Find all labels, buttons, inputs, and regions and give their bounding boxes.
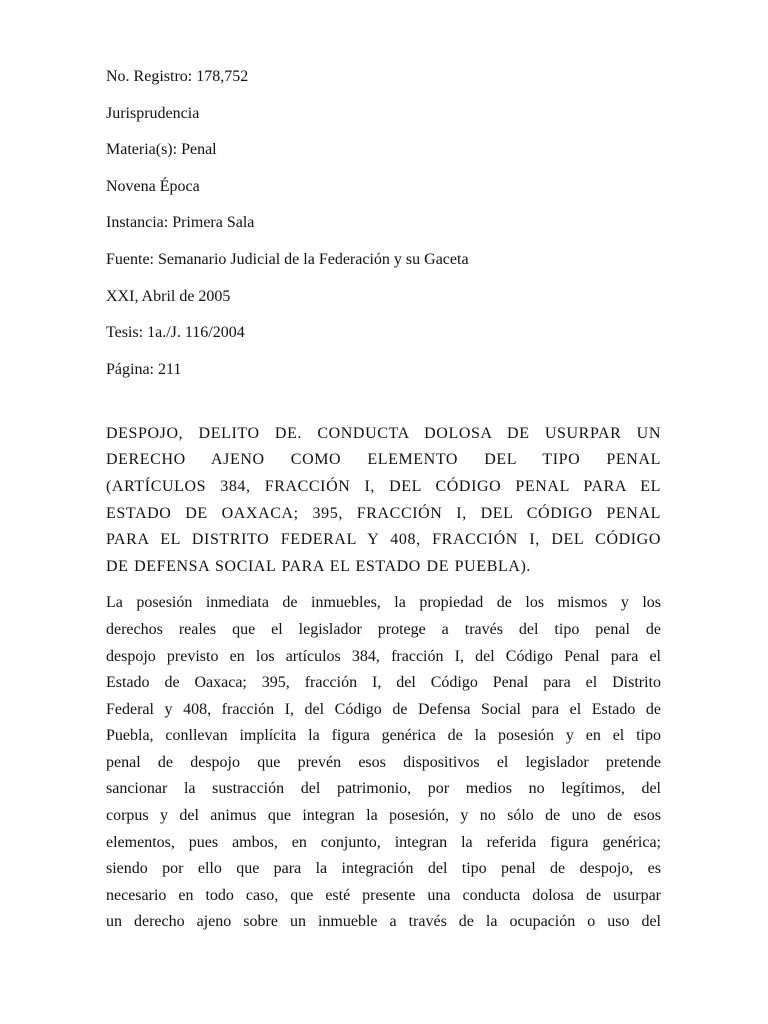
body-line: Estado de Oaxaca; 395, fracción I, del Código Penal para el Distrito <box>106 674 661 692</box>
registry-metadata <box>106 68 661 379</box>
body-line: necesario en todo caso, que esté presente una conducta dolosa de usurpar <box>106 886 661 904</box>
publication-date: XXI, Abril de 2005 <box>106 287 231 305</box>
body-line: sancionar la sustracción del patrimonio, por medios no legítimos, del <box>106 780 661 798</box>
subject-matter: Materia(s): Penal <box>106 141 217 159</box>
document-page <box>106 68 661 936</box>
registry-number: No. Registro: 178,752 <box>106 68 249 85</box>
title-line: DERECHO AJENO COMO ELEMENTO DEL TIPO PENAL <box>106 451 661 469</box>
body-line: La posesión inmediata de inmuebles, la propiedad de los mismos y los <box>106 594 661 612</box>
body-line: siendo por ello que para la integración del tipo penal de despojo, es <box>106 860 661 878</box>
body-line: corpus y del animus que integran la posesión, y no sólo de uno de esos <box>106 807 661 825</box>
body-line: penal de despojo que prevén esos dispositivos el legislador pretende <box>106 753 661 771</box>
body-line: un derecho ajeno sobre un inmueble a través de la ocupación o uso del <box>106 913 661 931</box>
title-line: PARA EL DISTRITO FEDERAL Y 408, FRACCIÓN I, DEL CÓDIGO <box>106 531 661 549</box>
epoch: Novena Época <box>106 177 200 195</box>
title-line: (ARTÍCULOS 384, FRACCIÓN I, DEL CÓDIGO PENAL PARA EL <box>106 477 661 495</box>
document-type: Jurisprudencia <box>106 104 200 122</box>
source: Fuente: Semanario Judicial de la Federación y su Gaceta <box>106 250 469 268</box>
title-line: DESPOJO, DELITO DE. CONDUCTA DOLOSA DE USURPAR UN <box>106 424 661 442</box>
thesis-number: Tesis: 1a./J. 116/2004 <box>106 324 245 342</box>
instance: Instancia: Primera Sala <box>106 214 255 232</box>
body-line: Puebla, conllevan implícita la figura genérica de la posesión y en el tipo <box>106 727 661 745</box>
body-line: derechos reales que el legislador protege a través del tipo penal de <box>106 620 661 638</box>
title-line: DE DEFENSA SOCIAL PARA EL ESTADO DE PUEBLA). <box>106 557 532 575</box>
page-number: Página: 211 <box>106 360 182 378</box>
thesis-title <box>106 421 661 581</box>
body-line: Federal y 408, fracción I, del Código de Defensa Social para el Estado de <box>106 700 661 718</box>
body-line: despojo previsto en los artículos 384, fracción I, del Código Penal para el <box>106 647 661 665</box>
title-line: ESTADO DE OAXACA; 395, FRACCIÓN I, DEL CÓDIGO PENAL <box>106 504 661 522</box>
body-line: elementos, pues ambos, en conjunto, integran la referida figura genérica; <box>106 833 661 851</box>
thesis-body <box>106 590 661 936</box>
